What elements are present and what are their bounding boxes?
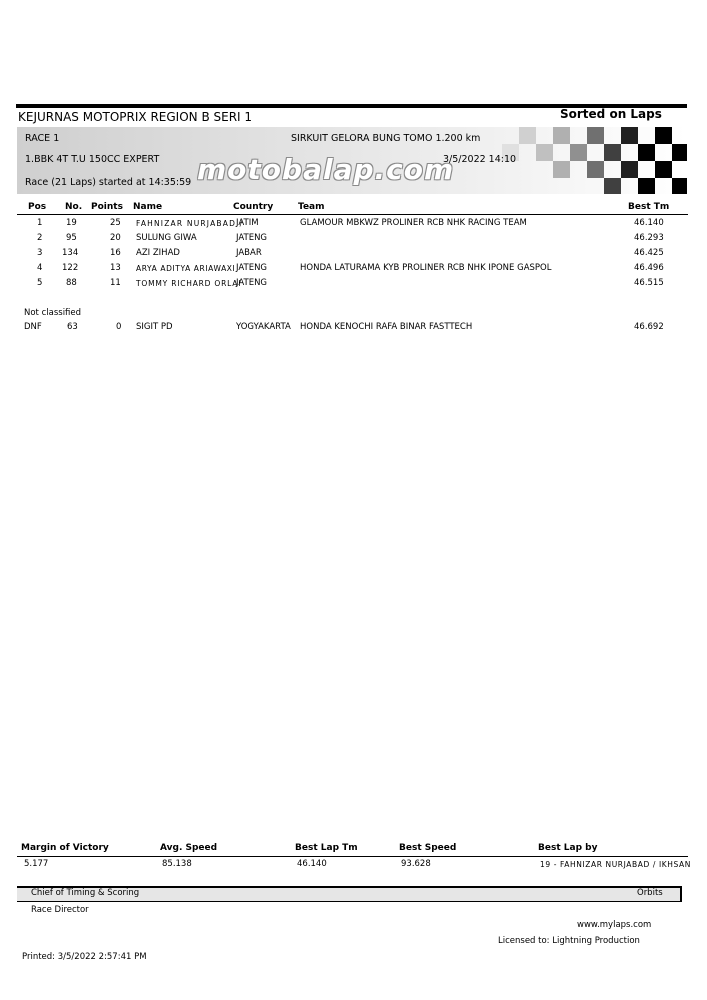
stat-bestby-label: Best Lap by <box>538 843 598 853</box>
race-banner <box>17 127 687 194</box>
watermark-logo: motobalap.com <box>197 153 455 186</box>
checkered-flag-graphic <box>502 127 687 194</box>
chief-label: Chief of Timing & Scoring <box>31 888 140 898</box>
website-link[interactable]: www.mylaps.com <box>577 920 652 930</box>
col-best: Best Tm <box>628 202 670 212</box>
sorted-label: Sorted on Laps <box>560 107 662 121</box>
stat-avg-label: Avg. Speed <box>160 843 218 853</box>
printed-label: Printed: 3/5/2022 2:57:41 PM <box>22 952 147 962</box>
stat-margin-label: Margin of Victory <box>21 843 109 853</box>
col-name: Name <box>133 202 163 212</box>
race-director-label: Race Director <box>31 905 89 915</box>
stat-margin-value: 5.177 <box>24 859 49 869</box>
orbits-label: Orbits <box>637 888 663 898</box>
not-classified-label: Not classified <box>24 308 82 318</box>
header-rule <box>17 214 688 215</box>
stats-rule <box>17 856 688 857</box>
col-pos: Pos <box>28 202 47 212</box>
stat-bestby-value: 19 - FAHNIZAR NURJABAD / IKHSAN <box>540 860 691 869</box>
col-country: Country <box>233 202 274 212</box>
col-team: Team <box>298 202 325 212</box>
license-label: Licensed to: Lightning Production <box>498 936 640 946</box>
circuit-label: SIRKUIT GELORA BUNG TOMO 1.200 km <box>291 133 481 144</box>
race-info: Race (21 Laps) started at 14:35:59 <box>25 177 192 188</box>
event-title: KEJURNAS MOTOPRIX REGION B SERI 1 <box>18 110 253 124</box>
stat-avg-value: 85.138 <box>162 859 192 869</box>
col-points: Points <box>91 202 123 212</box>
stat-bestlap-value: 46.140 <box>297 859 327 869</box>
stat-bestlap-label: Best Lap Tm <box>295 843 358 853</box>
class-label: 1.BBK 4T T.U 150CC EXPERT <box>25 154 160 165</box>
race-datetime: 3/5/2022 14:10 <box>443 154 517 165</box>
race-label: RACE 1 <box>25 133 60 144</box>
stat-bestspeed-value: 93.628 <box>401 859 431 869</box>
col-no: No. <box>65 202 83 212</box>
stat-bestspeed-label: Best Speed <box>399 843 457 853</box>
